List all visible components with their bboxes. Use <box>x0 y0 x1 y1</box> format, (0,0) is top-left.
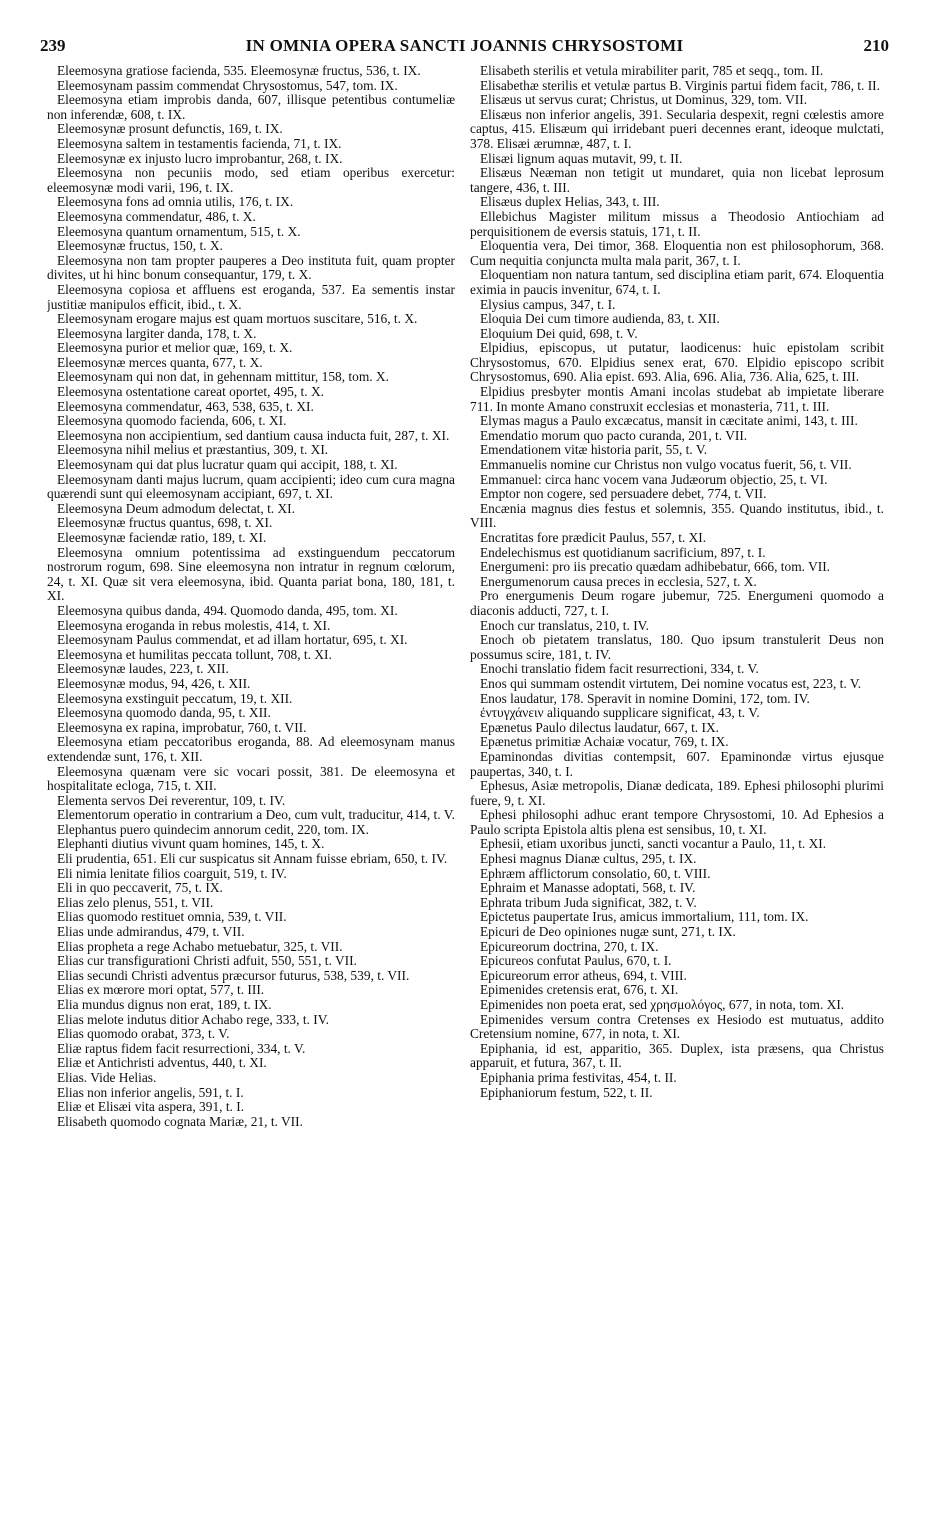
page-number-right: 210 <box>863 36 889 55</box>
index-entry: Eloquentiam non natura tantum, sed disciplina etiam parit, 674. Eloquentia eximia in paucis invenitur, 674, t. I. <box>470 267 884 297</box>
index-entry: Epimenides cretensis erat, 676, t. XI. <box>480 982 679 998</box>
index-entry: Eleemosynam qui dat plus lucratur quam qui accipit, 188, t. XI. <box>57 457 398 473</box>
index-entry: Encænia magnus dies festus et solemnis, 355. Quando institutus, ibid., t. VIII. <box>470 500 884 531</box>
index-entry: Eleemosynam erogare majus est quam mortuos suscitare, 516, t. X. <box>57 311 418 327</box>
index-entry: Eleemosyna commendatur, 463, 538, 635, t. XI. <box>57 398 314 414</box>
index-entry: Eleemosyna non pecuniis modo, sed etiam operibus exercetur: eleemosynæ modi varii, 196, t. IX. <box>47 165 455 195</box>
index-entry: Epænetus primitiæ Achaiæ vocatur, 769, t. IX. <box>480 734 729 750</box>
index-entry: Elisæus duplex Helias, 343, t. III. <box>480 194 660 210</box>
index-entry: Emendationem vitæ historia parit, 55, t. V. <box>480 442 708 458</box>
index-entry: Eleemosyna exstinguit peccatum, 19, t. XII. <box>57 690 293 706</box>
index-entry: Elisæus Neæman non tetigit ut mundaret, quia non licebat leprosum tangere, 436, t. III. <box>470 165 884 195</box>
index-entry: Eleemosynæ fructus quantus, 698, t. XI. <box>57 515 273 531</box>
index-entry: Eliæ et Antichristi adventus, 440, t. XI. <box>57 1055 267 1071</box>
index-entry: Elisæus non inferior angelis, 391. Secularia despexit, regni cœlestis amore captus, 415. Elisæum qui irridebant pueri decennes erant, ideoque mulctati, 378. Elisæi ærumnæ, 487, t. I. <box>470 106 884 151</box>
index-entry: Eleemosyna saltem in testamentis facienda, 71, t. IX. <box>57 135 342 151</box>
index-entry: Eleemosyna purior et melior quæ, 169, t. X. <box>57 340 293 356</box>
index-entry: Eleemosyna ex rapina, improbatur, 760, t. VII. <box>57 719 307 735</box>
index-entry: Eli prudentia, 651. Eli cur suspicatus sit Annam fuisse ebriam, 650, t. IV. <box>57 851 448 867</box>
index-entry: Elias quomodo orabat, 373, t. V. <box>57 1026 230 1042</box>
index-entry: Elias quomodo restituet omnia, 539, t. VII. <box>57 909 287 925</box>
index-entry: Elephanti diutius vivunt quam homines, 145, t. X. <box>57 836 325 852</box>
index-entry: Endelechismus est quotidianum sacrificium, 897, t. I. <box>480 544 766 560</box>
index-entry: Epænetus Paulo dilectus laudatur, 667, t. IX. <box>480 719 719 735</box>
index-entry: Epicuri de Deo opiniones nugæ sunt, 271, t. IX. <box>480 924 736 940</box>
index-entry: Epaminondas divitias contempsit, 607. Epaminondæ virtus ejusque paupertas, 340, t. I. <box>470 748 884 779</box>
page-number-left: 239 <box>40 36 66 55</box>
index-entry: Eleemosynam danti majus lucrum, quam accipienti; ideo cum cura magna quærendi sunt qui eleemosynam accipiant, 697, t. XI. <box>47 471 455 502</box>
index-entry: Elias propheta a rege Achabo metuebatur, 325, t. VII. <box>57 938 343 954</box>
index-entry: Elias melote indutus ditior Achabo rege, 333, t. IV. <box>57 1011 329 1027</box>
index-entry: Eleemosyna etiam improbis danda, 607, illisque petentibus contumeliæ non inferendæ, 608, t. IX. <box>47 92 455 122</box>
index-entry: Elpidius presbyter montis Amani incolas studebat ab impietate liberare 711. In monte Amano construxit ecclesias et monasteria, 711, t. III. <box>470 384 884 414</box>
index-entry: Eleemosyna quomodo danda, 95, t. XII. <box>57 705 271 721</box>
index-entry: Eleemosynam qui non dat, in gehennam mittitur, 158, tom. X. <box>57 369 389 385</box>
index-entry: Enos qui summam ostendit virtutem, Dei nomine vocatus est, 223, t. V. <box>480 675 862 691</box>
index-entry: Elysius campus, 347, t. I. <box>480 296 616 312</box>
index-entry: Enos laudatur, 178. Speravit in nomine Domini, 172, tom. IV. <box>480 690 810 706</box>
index-entry: Epiphania, id est, apparitio, 365. Duplex, ista præsens, qua Christus apparuit, et futura, 367, t. II. <box>470 1040 884 1071</box>
index-entry: Eloquentia vera, Dei timor, 368. Eloquentia non est philosophorum, 368. Cum nequitia conjuncta multa mala parit, 367, t. I. <box>470 238 884 268</box>
index-entry: Eleemosyna eroganda in rebus molestis, 414, t. XI. <box>57 617 331 633</box>
index-entry: Elephantus puero quindecim annorum cedit, 220, tom. IX. <box>57 821 370 837</box>
index-entry: Ephraim et Manasse adoptati, 568, t. IV. <box>480 880 696 896</box>
running-header <box>40 36 889 60</box>
index-entry: Eleemosyna gratiose facienda, 535. Eleemosynæ fructus, 536, t. IX. <box>57 64 421 78</box>
index-entry: Eleemosynæ modus, 94, 426, t. XII. <box>57 675 251 691</box>
index-entry: Elias ex mœrore mori optat, 577, t. III. <box>57 982 265 998</box>
index-entry: Emmanuel: circa hanc vocem vana Judæorum objectio, 25, t. VI. <box>480 471 828 487</box>
index-entry: Elias secundi Christi adventus præcursor futurus, 538, 539, t. VII. <box>57 967 410 983</box>
index-entry: Epicureorum doctrina, 270, t. IX. <box>480 938 659 954</box>
right-column <box>470 64 884 1514</box>
index-entry: Eleemosyna quænam vere sic vocari possit, 381. De eleemosyna et hospitalitate ecloga, 715, t. XII. <box>47 763 455 794</box>
index-entry: Eleemosyna etiam peccatoribus eroganda, 88. Ad eleemosynam manus extendendæ sunt, 176, t. XII. <box>47 734 455 764</box>
index-entry: Eleemosynæ prosunt defunctis, 169, t. IX. <box>57 121 283 137</box>
index-entry: Elisabeth sterilis et vetula mirabiliter parit, 785 et seqq., tom. II. <box>480 64 824 78</box>
index-entry: ἐντυγχάνειν aliquando supplicare significat, 43, t. V. <box>480 705 760 721</box>
index-entry: Eleemosynam passim commendat Chrysostomus, 547, tom. IX. <box>57 77 398 93</box>
index-entry: Eli in quo peccaverit, 75, t. IX. <box>57 880 223 896</box>
index-entry: Emmanuelis nomine cur Christus non vulgo vocatus fuerit, 56, t. VII. <box>480 457 852 473</box>
index-entry: Eleemosyna omnium potentissima ad exstinguendum peccatorum nostrorum rogum, 698. Sine eleemosyna non intratur in regnum cœlorum, 24, t. XI. Quæ sit vera eleemosyna, ibid. Quanta pariat bona, 180, 181, t. XI. <box>47 544 455 604</box>
index-entry: Emendatio morum quo pacto curanda, 201, t. VII. <box>480 427 748 443</box>
index-entry: Ephesus, Asiæ metropolis, Dianæ dedicata, 189. Ephesi philosophi plurimi fuere, 9, t. XI. <box>470 778 884 808</box>
index-entry: Eleemosynæ faciendæ ratio, 189, t. XI. <box>57 530 267 545</box>
index-entry: Epiphania prima festivitas, 454, t. II. <box>480 1069 677 1085</box>
page-title: IN OMNIA OPERA SANCTI JOANNIS CHRYSOSTOMI <box>245 36 684 55</box>
index-entry: Eleemosyna quantum ornamentum, 515, t. X. <box>57 223 301 239</box>
index-entry: Eleemosynæ merces quanta, 677, t. X. <box>57 354 263 370</box>
index-entry: Eleemosynæ laudes, 223, t. XII. <box>57 661 229 677</box>
index-entry: Eleemosyna nihil melius et præstantius, 309, t. XI. <box>57 442 329 458</box>
index-entry: Eleemosyna non tam propter pauperes a Deo instituta fuit, quam propter divites, ut hi hinc bonum consequantur, 179, t. X. <box>47 252 455 283</box>
index-entry: Eleemosynæ ex injusto lucro improbantur, 268, t. IX. <box>57 150 343 166</box>
index-entry: Elias. Vide Helias. <box>57 1069 157 1085</box>
index-entry: Eliæ raptus fidem facit resurrectioni, 334, t. V. <box>57 1040 306 1056</box>
index-entry: Eloquia Dei cum timore audienda, 83, t. XII. <box>480 311 720 327</box>
index-entry: Elias zelo plenus, 551, t. VII. <box>57 894 214 910</box>
index-entry: Pro energumenis Deum rogare jubemur, 725. Energumeni quomodo a diaconis adducti, 727, t. I. <box>470 588 884 618</box>
index-entry: Enoch ob pietatem translatus, 180. Quo ipsum transtulerit Deus non possumus scire, 181, t. IV. <box>470 632 884 662</box>
index-entry: Eliæ et Elisæi vita aspera, 391, t. I. <box>57 1099 245 1115</box>
index-entry: Elementa servos Dei reverentur, 109, t. IV. <box>57 792 286 808</box>
index-entry: Eleemosyna et humilitas peccata tollunt, 708, t. XI. <box>57 646 332 662</box>
index-entry: Elisabethæ sterilis et vetulæ partus B. Virginis partui fidem facit, 786, t. II. <box>480 77 880 93</box>
index-entry: Ephesii, etiam uxoribus juncti, sancti vocantur a Paulo, 11, t. XI. <box>480 836 827 852</box>
index-entry: Ellebichus Magister militum missus a Theodosio Antiochiam ad perquisitionem de eversis statuis, 171, t. II. <box>470 208 884 239</box>
index-entry: Elisabeth quomodo cognata Mariæ, 21, t. VII. <box>57 1113 303 1129</box>
index-entry: Eleemosynæ fructus, 150, t. X. <box>57 238 223 254</box>
index-entry: Elia mundus dignus non erat, 189, t. IX. <box>57 997 272 1012</box>
index-entry: Eleemosyna largiter danda, 178, t. X. <box>57 325 257 341</box>
index-entry: Eleemosyna ostentatione careat oportet, 495, t. X. <box>57 384 324 400</box>
index-entry: Elymas magus a Paulo excæcatus, mansit in cæcitate animi, 143, t. III. <box>480 413 858 429</box>
index-entry: Eleemosyna quibus danda, 494. Quomodo danda, 495, tom. XI. <box>57 602 398 618</box>
index-entry: Enochi translatio fidem facit resurrectioni, 334, t. V. <box>480 661 759 677</box>
index-entry: Eleemosyna Deum admodum delectat, t. XI. <box>57 500 295 516</box>
index-entry: Ephrata tribum Juda significat, 382, t. V. <box>480 894 697 910</box>
index-entry: Encratitas fore prædicit Paulus, 557, t. XI. <box>480 530 707 545</box>
index-entry: Eleemosyna commendatur, 486, t. X. <box>57 208 256 224</box>
index-entry: Elisæi lignum aquas mutavit, 99, t. II. <box>480 150 683 166</box>
left-column <box>47 64 455 1514</box>
index-entry: Epimenides non poeta erat, sed χρησμολόγος, 677, in nota, tom. XI. <box>480 997 845 1012</box>
index-entry: Epictetus paupertate Irus, amicus immortalium, 111, tom. IX. <box>480 909 809 925</box>
index-entry: Elementorum operatio in contrarium a Deo, cum vult, traducitur, 414, t. V. <box>57 807 455 823</box>
index-entry: Elias cur transfigurationi Christi adfuit, 550, 551, t. VII. <box>57 953 357 969</box>
index-entry: Eleemosynam Paulus commendat, et ad illam hortatur, 695, t. XI. <box>57 632 408 648</box>
index-entry: Emptor non cogere, sed persuadere debet, 774, t. VII. <box>480 486 767 502</box>
index-entry: Epicureos confutat Paulus, 670, t. I. <box>480 953 672 969</box>
index-entry: Elpidius, episcopus, ut putatur, laodicenus: huic epistolam scribit Chrysostomus, 670. Elpidius senex erat, 670. Elpidio episcopo scribit Chrysostomus, 690. Alia epist. 693. Alia, 696. Alia, 736. Alia, 625, t. III. <box>470 340 884 385</box>
index-entry: Eleemosyna quomodo facienda, 606, t. XI. <box>57 413 287 429</box>
index-entry: Epimenides versum contra Cretenses ex Hesiodo est mutuatus, addito Cretensium nomine, 677, in nota, t. XI. <box>470 1011 884 1042</box>
index-entry: Energumeni: pro iis precatio quædam adhibebatur, 666, tom. VII. <box>480 559 831 575</box>
index-entry: Eleemosyna fons ad omnia utilis, 176, t. IX. <box>57 194 294 210</box>
index-entry: Eleemosyna copiosa et affluens est eroganda, 537. Ea sementis instar justitiæ manipulos efficit, ibid., t. X. <box>47 281 455 312</box>
index-entry: Eleemosyna non accipientium, sed dantium causa inducta fuit, 287, t. XI. <box>57 427 450 443</box>
index-entry: Elias non inferior angelis, 591, t. I. <box>57 1084 244 1100</box>
index-entry: Elias unde admirandus, 479, t. VII. <box>57 924 245 940</box>
index-entry: Epicureorum error atheus, 694, t. VIII. <box>480 967 687 983</box>
index-entry: Epiphaniorum festum, 522, t. II. <box>480 1084 653 1100</box>
index-entry: Ephesi philosophi adhuc erant tempore Chrysostomi, 10. Ad Ephesios a Paulo scripta Epistola altis plena est sensibus, 10, t. XI. <box>470 807 884 837</box>
index-entry: Elisæus ut servus curat; Christus, ut Dominus, 329, tom. VII. <box>480 92 808 108</box>
index-entry: Enoch cur translatus, 210, t. IV. <box>480 617 649 633</box>
index-entry: Ephesi magnus Dianæ cultus, 295, t. IX. <box>480 851 697 867</box>
index-entry: Ephræm afflictorum consolatio, 60, t. VIII. <box>480 865 711 881</box>
index-entry: Eloquium Dei quid, 698, t. V. <box>480 325 638 341</box>
index-entry: Energumenorum causa preces in ecclesia, 527, t. X. <box>480 573 757 589</box>
index-entry: Eli nimia lenitate filios coarguit, 519, t. IV. <box>57 865 287 881</box>
